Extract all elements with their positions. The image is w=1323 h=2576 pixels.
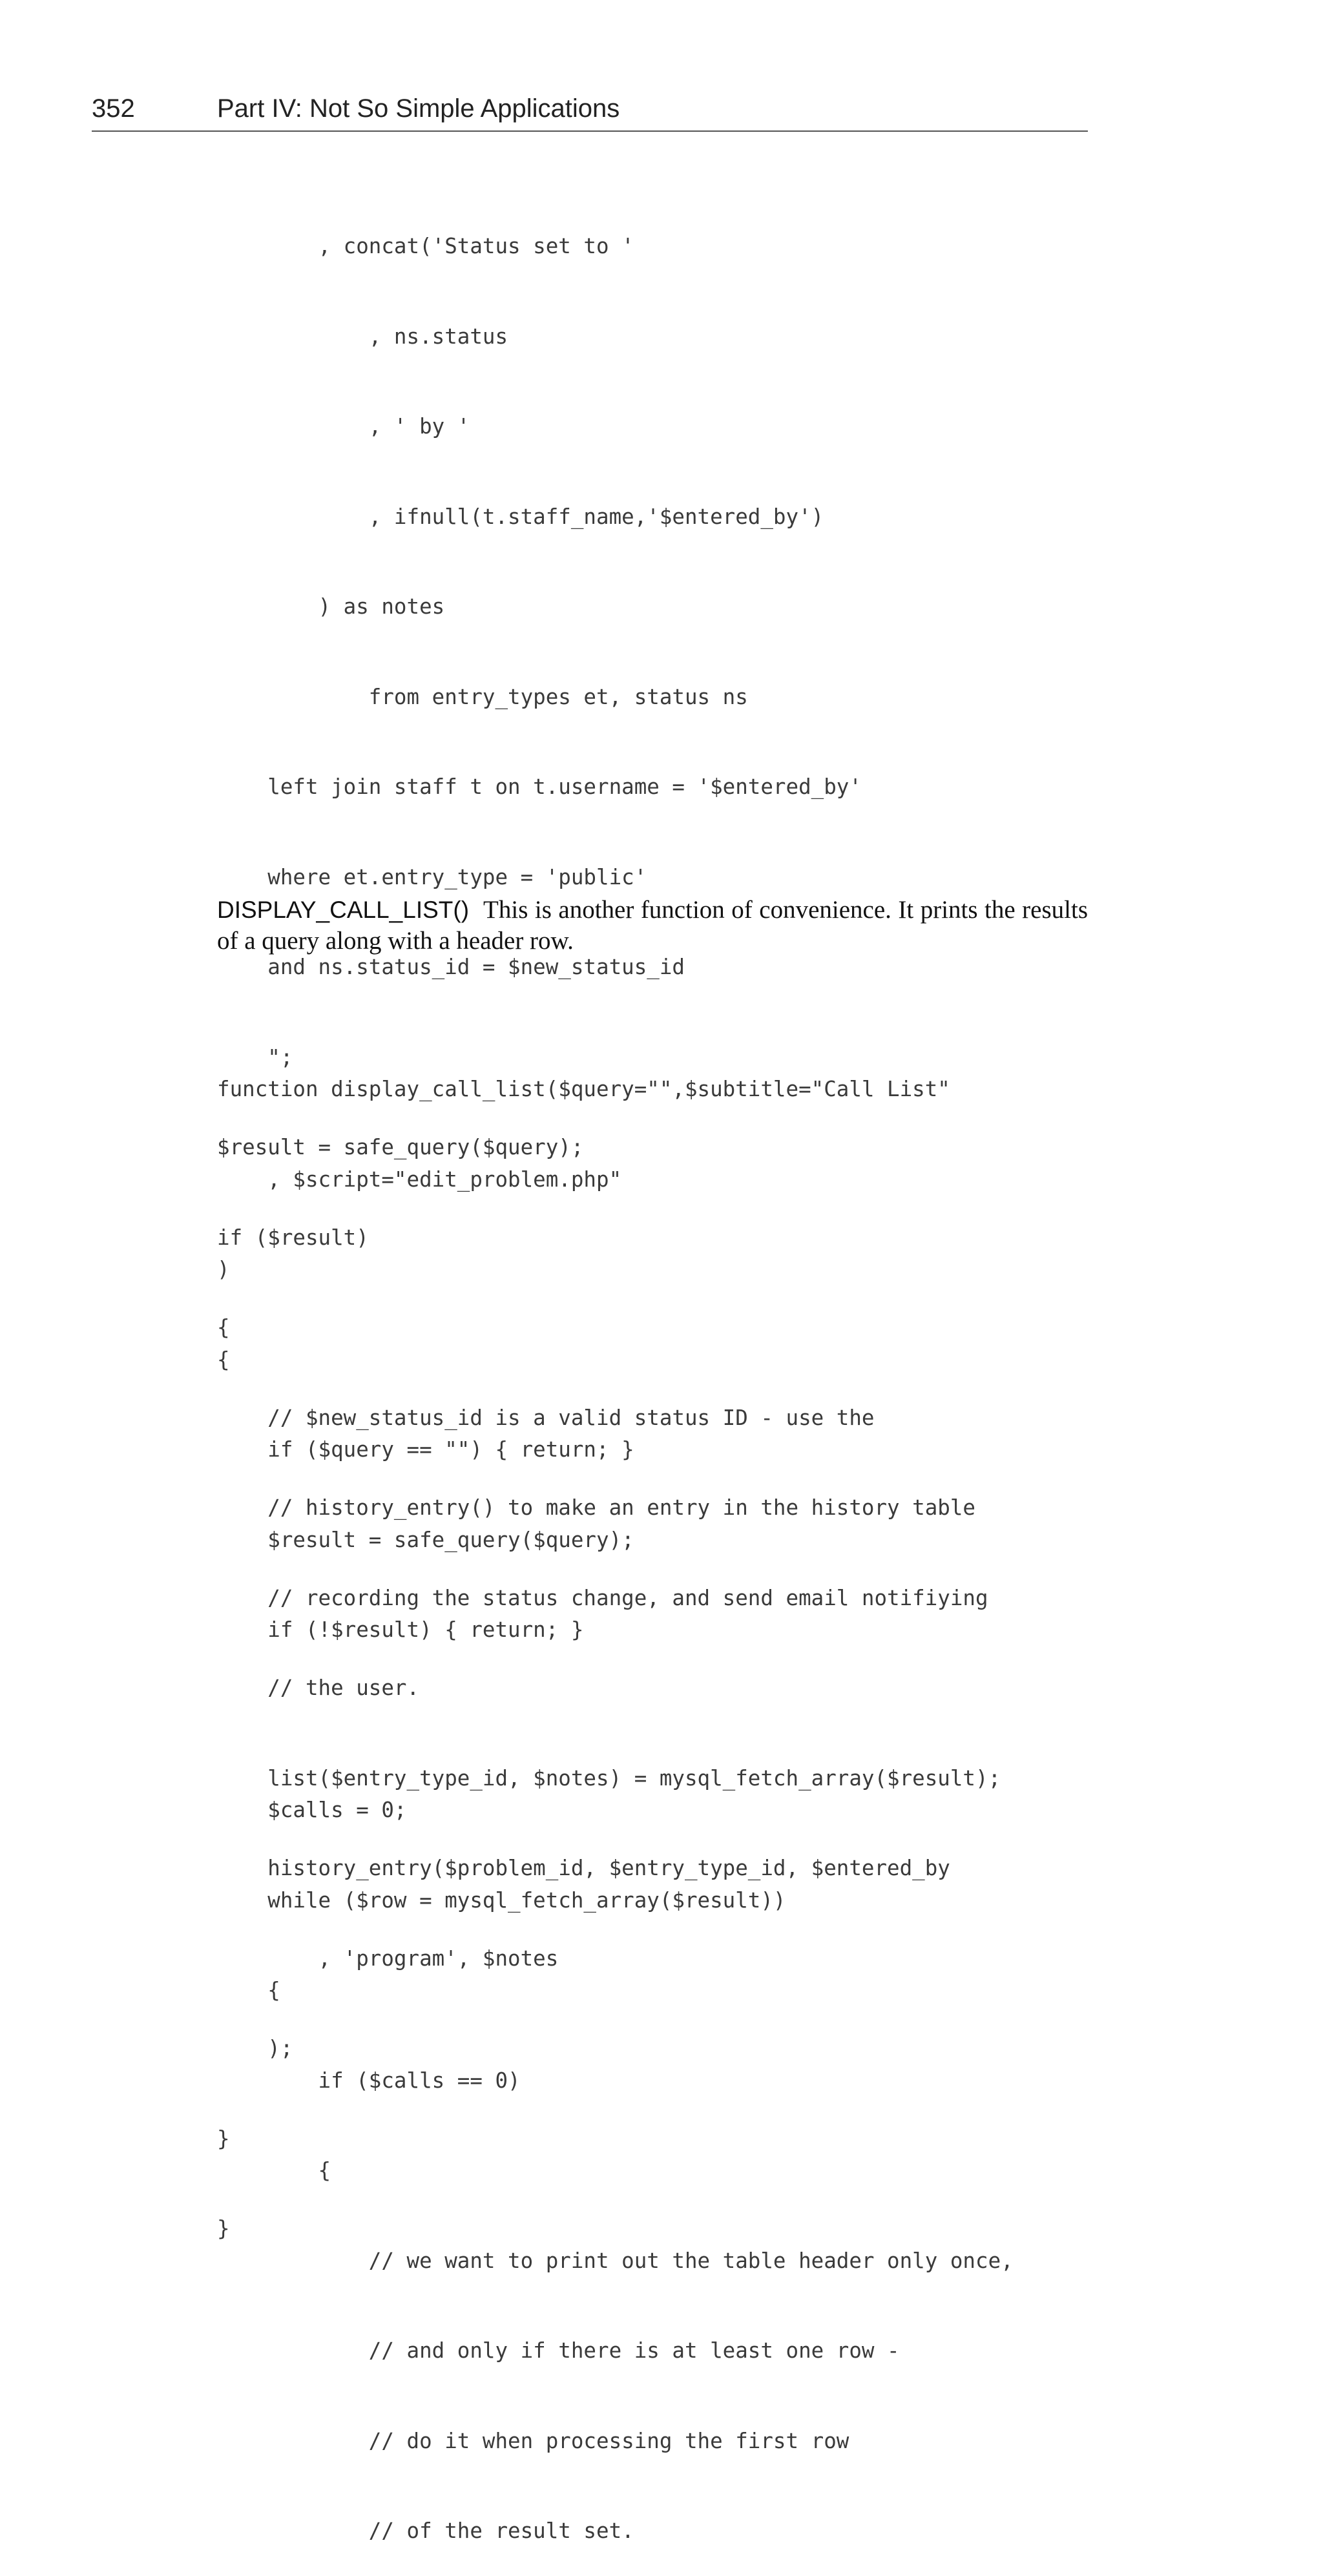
code-line: and ns.status_id = $new_status_id [217, 955, 685, 979]
code-line: // recording the status change, and send email notifiying [217, 1585, 988, 1610]
code-line: from entry_types et, status ns [217, 684, 748, 709]
page-header [92, 90, 1088, 132]
code-line: { [217, 2158, 331, 2183]
code-line: ) as notes [217, 594, 445, 619]
running-title: Part IV: Not So Simple Applications [217, 94, 620, 123]
code-line: { [217, 1315, 230, 1340]
code-line: // $new_status_id is a valid status ID - use the [217, 1405, 875, 1430]
code-line: } [217, 2126, 230, 2151]
code-line: } [217, 2216, 230, 2241]
code-line: while ($row = mysql_fetch_array($result)) [217, 1887, 786, 1913]
code-line: list($entry_type_id, $notes) = mysql_fetch_array($result); [217, 1765, 1001, 1791]
code-line: // of the result set. [217, 2519, 634, 2543]
code-line: if (!$result) { return; } [217, 1617, 584, 1642]
description-text: This is another function of convenience. It prints the results of a query along with a header row. [217, 896, 1088, 955]
code-line: "; [217, 1044, 293, 1070]
code-line: history_entry($problem_id, $entry_type_id, $entered_by [217, 1856, 950, 1880]
page-number: 352 [92, 94, 135, 123]
code-line: , ifnull(t.staff_name,'$entered_by') [217, 504, 824, 529]
code-line: { [217, 1347, 230, 1372]
code-line: { [217, 1978, 280, 2002]
function-name: DISPLAY_CALL_LIST() [217, 897, 470, 923]
code-line [217, 1705, 1014, 1736]
function-description [217, 895, 1088, 957]
code-line: // the user. [217, 1676, 420, 1700]
code-line: ); [217, 2036, 293, 2061]
code-line: if ($result) [217, 1225, 369, 1250]
code-line: , ' by ' [217, 414, 470, 439]
code-line: // history_entry() to make an entry in the history table [217, 1495, 975, 1520]
code-block-2 [217, 1014, 1014, 2576]
code-line: function display_call_list($query="",$subtitle="Call List" [217, 1077, 950, 1101]
code-line: ) [217, 1257, 230, 1282]
code-line: left join staff t on t.username = '$entered_by' [217, 774, 862, 799]
code-line: where et.entry_type = 'public' [217, 864, 647, 889]
code-line: $result = safe_query($query); [217, 1135, 584, 1159]
code-line: if ($calls == 0) [217, 2068, 521, 2093]
code-line: // and only if there is at least one row - [217, 2338, 900, 2363]
code-line: if ($query == "") { return; } [217, 1437, 634, 1462]
code-line: , ns.status [217, 324, 508, 349]
code-line: // do it when processing the first row [217, 2428, 849, 2453]
code-line: , concat('Status set to ' [217, 234, 634, 258]
code-line: , $script="edit_problem.php" [217, 1167, 622, 1192]
code-line: , 'program', $notes [217, 1946, 559, 1971]
code-line: // we want to print out the table header only once, [217, 2248, 1014, 2273]
code-line: $calls = 0; [217, 1798, 407, 1822]
code-line: $result = safe_query($query); [217, 1527, 634, 1552]
